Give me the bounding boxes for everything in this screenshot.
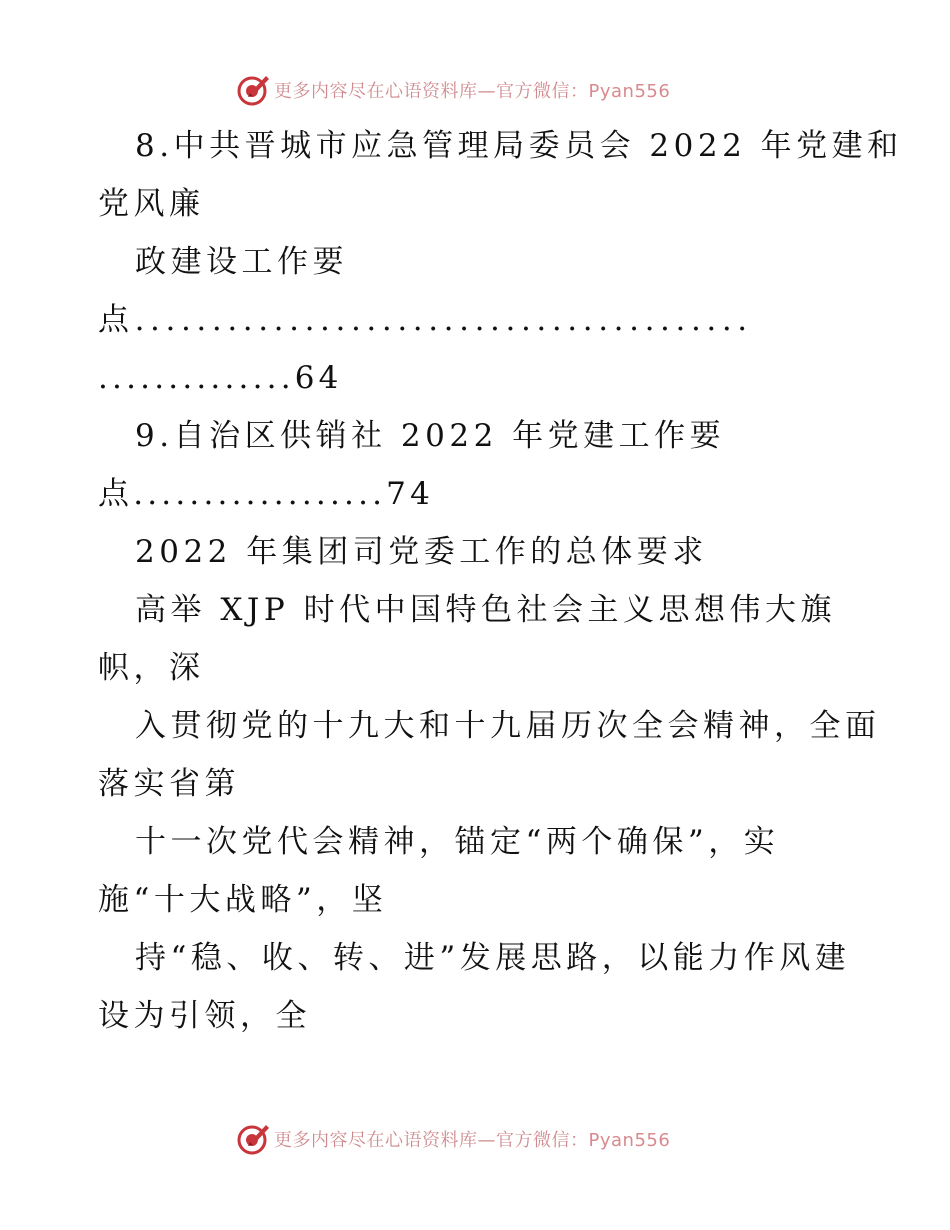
text-line: 帜，深	[98, 650, 205, 686]
watermark-account: Pyan556	[588, 81, 671, 102]
watermark-text: 更多内容尽在心语资料库—官方微信：	[274, 1130, 589, 1151]
watermark-text: 更多内容尽在心语资料库—官方微信：	[274, 81, 589, 102]
text-line: 持“稳、收、转、进”发展思路，以能力作风建	[135, 940, 851, 976]
header-watermark	[236, 72, 756, 108]
text-line: 政建设工作要	[135, 244, 348, 280]
footer-watermark	[236, 1121, 756, 1157]
toc-leader-line: 点........................................	[98, 302, 753, 338]
text-line: 党风廉	[98, 186, 205, 222]
text-line: 8.中共晋城市应急管理局委员会 2022 年党建和	[135, 128, 903, 164]
text-line: 施“十大战略”，坚	[98, 882, 388, 918]
toc-page-number-line: 点..................74	[98, 476, 435, 512]
pen-logo-icon	[236, 73, 270, 107]
watermark-account: Pyan556	[588, 1130, 671, 1151]
text-line: 设为引领，全	[98, 998, 311, 1034]
text-line: 落实省第	[98, 766, 240, 802]
text-line: 入贯彻党的十九大和十九届历次全会精神，全面	[135, 708, 881, 744]
text-line: 9.自治区供销社 2022 年党建工作要	[135, 418, 726, 454]
text-line: 高举 XJP 时代中国特色社会主义思想伟大旗	[135, 592, 837, 628]
text-line: 十一次党代会精神，锚定“两个确保”，实	[135, 824, 780, 860]
pen-logo-icon	[236, 1122, 270, 1156]
section-heading: 2022 年集团司党委工作的总体要求	[135, 534, 708, 570]
toc-page-number-line: ..............64	[98, 360, 343, 396]
